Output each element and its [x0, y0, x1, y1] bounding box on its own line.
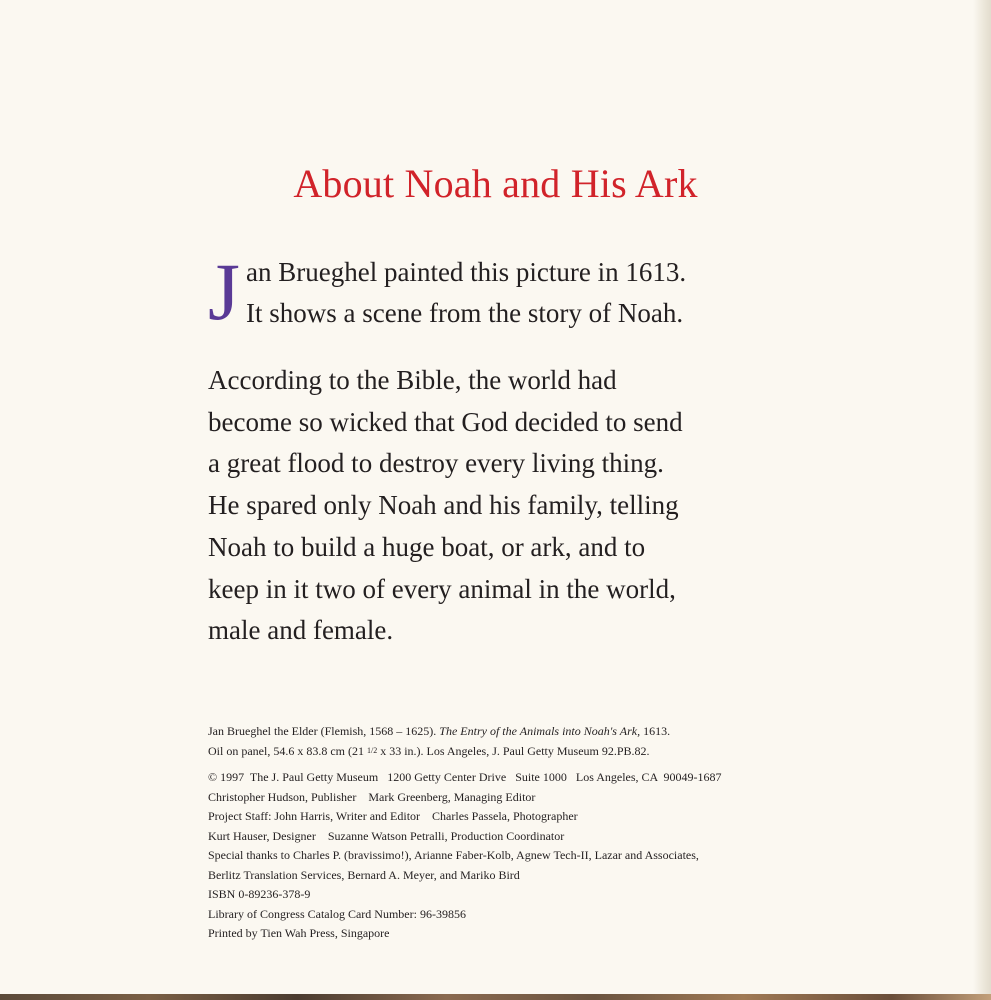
story-line: Noah to build a huge boat, or ark, and to	[208, 531, 646, 562]
caption-medium: Oil on panel, 54.6 x 83.8 cm (21	[208, 744, 367, 758]
caption-line-1	[208, 722, 808, 741]
caption-line-2	[208, 741, 808, 761]
story-line: male and female.	[208, 615, 394, 646]
story-line: become so wicked that God decided to send	[208, 406, 683, 437]
caption-year: 1613.	[640, 724, 671, 738]
colophon-line: Special thanks to Charles P. (bravissimo!), Arianne Faber-Kolb, Agnew Tech-II, Lazar and Associates,	[208, 848, 699, 862]
colophon-line: ISBN 0-89236-378-9	[208, 887, 311, 901]
story-line: According to the Bible, the world had	[208, 365, 617, 395]
painting-edge-strip	[0, 994, 991, 1000]
caption-work-title: The Entry of the Animals into Noah's Ark,	[439, 724, 641, 738]
story-line: keep in it two of every animal in the world,	[208, 573, 676, 604]
story-line: a great flood to destroy every living thing.	[208, 448, 664, 479]
story-paragraph	[208, 360, 808, 652]
caption-artist: Jan Brueghel the Elder (Flemish, 1568 – 1625).	[208, 724, 440, 738]
intro-line-1: an Brueghel painted this picture in 1613.	[246, 257, 687, 287]
caption-location: x 33 in.). Los Angeles, J. Paul Getty Museum 92.PB.82.	[377, 744, 650, 758]
artwork-caption	[208, 722, 808, 761]
colophon-line: Christopher Hudson, Publisher Mark Greenberg, Managing Editor	[208, 789, 536, 804]
colophon-line: Kurt Hauser, Designer Suzanne Watson Petralli, Production Coordinator	[208, 828, 565, 843]
colophon-line: Project Staff: John Harris, Writer and Editor Charles Passela, Photographer	[208, 809, 578, 823]
page-title: About Noah and His Ark	[293, 161, 698, 206]
colophon-line: © 1997 The J. Paul Getty Museum 1200 Getty Center Drive Suite 1000 Los Angeles, CA 90049-1687	[208, 770, 722, 784]
drop-cap: J	[208, 246, 240, 337]
colophon-line: Berlitz Translation Services, Bernard A. Meyer, and Mariko Bird	[208, 867, 520, 882]
story-line: He spared only Noah and his family, telling	[208, 490, 679, 521]
colophon-line: Printed by Tien Wah Press, Singapore	[208, 926, 390, 940]
colophon-line: Library of Congress Catalog Card Number: 96-39856	[208, 906, 466, 921]
page-edge	[973, 0, 991, 1000]
intro-line-2: It shows a scene from the story of Noah.	[246, 298, 684, 328]
caption-fraction: 1/2	[366, 746, 378, 755]
colophon	[208, 768, 828, 944]
